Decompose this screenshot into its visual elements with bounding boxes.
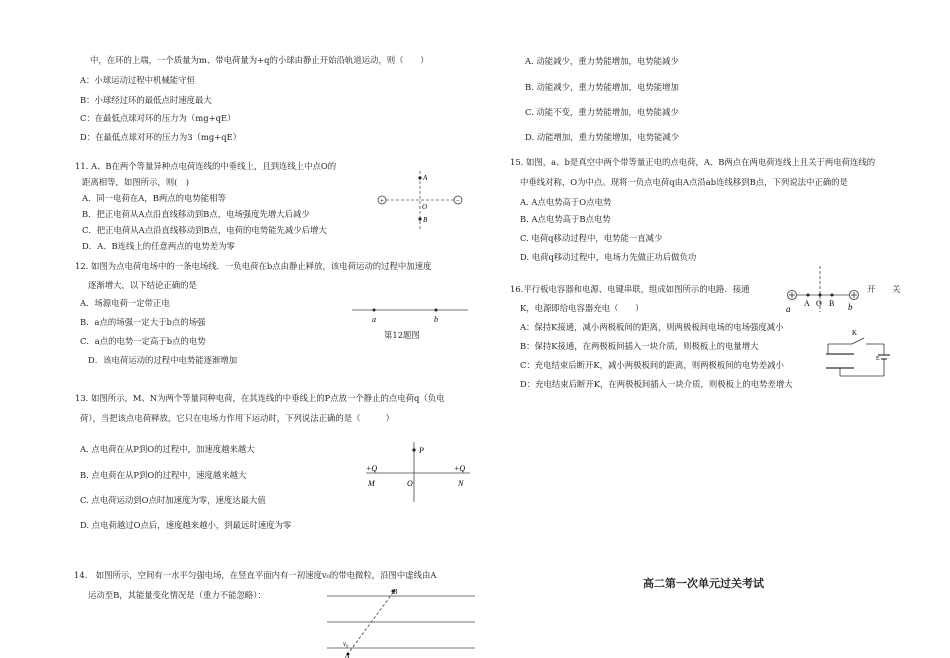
q16-circuit-figure xyxy=(824,324,894,384)
point-b-dot xyxy=(418,217,421,220)
q11-stem-line1: 11. A、B在两个等量异种点电荷连线的中垂线上，且到连线上中点O的 xyxy=(75,161,337,171)
q16-option-d: D：充电结束后断开K，在两极板间插入一块介质，则极板上的电势差增大 xyxy=(520,379,793,389)
point-a-dot xyxy=(418,176,421,179)
svg-text:−: − xyxy=(456,197,460,205)
switch-k-icon xyxy=(852,338,864,344)
q14-option-d: D. 动能增加，重力势能增加，电势能减少 xyxy=(525,132,680,142)
q13-charges-figure xyxy=(362,440,474,506)
q12-stem-line1: 12. 如图为点电荷电场中的一条电场线．一负电荷在b点由静止释放，该电荷运动的过程中加速度 xyxy=(75,261,432,271)
q15-stem-line2: 中垂线对称，O为中点。现将一负点电荷q由A点沿ab连线移到B点，下列说法中正确的是 xyxy=(520,177,848,187)
svg-text:A: A xyxy=(804,299,810,308)
q11-option-d: D．A、B连线上的任意两点的电势差为零 xyxy=(82,241,235,251)
point-a-dot xyxy=(373,309,376,312)
q11-option-a: A．同一电荷在A，B两点的电势能相等 xyxy=(82,193,226,203)
q11-option-b: B．把正电荷从A点沿直线移动到B点，电场强度先增大后减少 xyxy=(82,209,310,219)
svg-text:P: P xyxy=(419,446,424,455)
q15-charges-figure xyxy=(782,266,860,314)
q11-option-c: C．把正电荷从A点沿直线移动到B点，电荷的电势能先减少后增大 xyxy=(82,225,327,235)
q12-option-a: A．场源电荷一定带正电 xyxy=(80,298,170,308)
q12-option-d: D．该电荷运动的过程中电势能逐渐增加 xyxy=(88,355,238,365)
svg-text:O: O xyxy=(422,203,428,211)
svg-text:M: M xyxy=(368,479,375,488)
q14-option-c: C. 动能不变，重力势能增加，电势能减少 xyxy=(525,107,679,117)
q15-option-d: D. 电荷q移动过程中，电场力先做正功后做负功 xyxy=(520,252,697,262)
q14-option-a: A. 动能减少，重力势能增加，电势能减少 xyxy=(525,56,679,66)
q13-option-c: C. 点电荷运动到O点时加速度为零，速度达最大值 xyxy=(80,495,266,505)
q15-stem-line1: 15. 如图，a、b是真空中两个带等量正电的点电荷，A、B两点在两电荷连线上且关于两电荷连线的 xyxy=(510,157,876,167)
q11-stem-line2: 距离相等，如图所示，则( ) xyxy=(82,177,190,187)
svg-text:O: O xyxy=(407,479,413,488)
svg-text:O: O xyxy=(816,299,822,308)
q13-option-a: A. 点电荷在从P到O的过程中，加速度越来越大 xyxy=(80,444,255,454)
q16-stem-line2: K，电源即给电容器充电（ ） xyxy=(520,303,644,313)
svg-text:K: K xyxy=(852,329,858,337)
svg-text:A: A xyxy=(423,174,428,182)
q11-dipole-figure xyxy=(374,165,466,235)
q16-stem-line1-tail: 开 关 xyxy=(867,284,901,294)
q10-option-b: B：小球经过环的最低点时速度最大 xyxy=(80,95,212,105)
svg-text:v₀: v₀ xyxy=(343,640,349,648)
svg-text:a: a xyxy=(372,315,376,324)
q14-option-b: B. 动能减少，重力势能增加，电势能增加 xyxy=(525,82,679,92)
q12-figure-caption: 第12题图 xyxy=(384,330,420,340)
point-b-dot xyxy=(435,309,438,312)
q16-stem-line1: 16.平行板电容器和电源、电键串联，组成如图所示的电路．接通 xyxy=(510,284,750,294)
svg-text:b: b xyxy=(434,315,438,324)
svg-text:b: b xyxy=(848,302,853,312)
q10-option-c: C：在最低点球对环的压力为（mg+qE） xyxy=(80,113,236,123)
q16-option-c: C：充电结束后断开K，减小两极板间的距离，则两极板间的电势差减小 xyxy=(520,360,784,370)
q13-option-d: D. 点电荷越过O点后，速度越来越小，到最远时速度为零 xyxy=(80,520,292,530)
q14-stem-line1: 14. 如图所示，空间有一水平匀强电场，在竖直平面内有一初速度v₀的带电微粒，沿图中虚线由A xyxy=(74,570,437,580)
svg-text:N: N xyxy=(458,479,464,488)
svg-text:B: B xyxy=(393,588,398,596)
svg-text:a: a xyxy=(786,304,791,314)
svg-text:A: A xyxy=(345,652,350,658)
point-p-dot xyxy=(412,448,415,451)
q12-option-c: C．a点的电势一定高于b点的电势 xyxy=(80,336,206,346)
svg-text:E: E xyxy=(876,356,880,362)
svg-text:+: + xyxy=(380,197,384,205)
q10-option-a: A：小球运动过程中机械能守恒 xyxy=(80,75,195,85)
q16-option-a: A：保持K接通，减小两极板间的距离，则两极板间电场的电场强度减小 xyxy=(520,322,784,332)
q13-stem-line2: 荷），当把该点电荷释放，它只在电场力作用下运动时，下列说法正确的是（ ） xyxy=(80,413,395,423)
svg-text:+Q: +Q xyxy=(366,464,378,473)
q15-option-a: A. A点电势高于O点电势 xyxy=(520,197,612,207)
svg-text:B: B xyxy=(829,299,835,308)
q16-option-b: B：保持K接通，在两极板间插入一块介质，则极板上的电量增大 xyxy=(520,341,759,351)
q10-stem-continued: 中，在环的上端，一个质量为m、带电荷量为+q的小球由静止开始沿轨道运动，则（ ） xyxy=(90,55,429,65)
q12-option-b: B．a点的场强一定大于b点的场强 xyxy=(80,317,206,327)
q14-stem-line2: 运动至B，其能量变化情况是（重力不能忽略）： xyxy=(88,590,266,600)
q10-option-d: D：在最低点球对环的压力为3（mg+qE） xyxy=(80,132,242,142)
q15-option-b: B. A点电势高于B点电势 xyxy=(520,214,611,224)
q12-stem-line2: 逐渐增大，以下结论正确的是 xyxy=(88,280,197,290)
q13-option-b: B. 点电荷在从P到O的过程中，速度越来越大 xyxy=(80,470,247,480)
q13-stem-line1: 13. 如图所示，M、N为两个等量同种电荷，在其连线的中垂线上的P点放一个静止的点电荷q（负电 xyxy=(75,393,445,403)
exam-title: 高二第一次单元过关考试 xyxy=(643,577,764,590)
q15-option-c: C. 电荷q移动过程中，电势能一直减少 xyxy=(520,233,663,243)
q14-field-figure xyxy=(325,584,477,658)
svg-text:B: B xyxy=(423,216,428,224)
svg-text:+Q: +Q xyxy=(454,464,466,473)
